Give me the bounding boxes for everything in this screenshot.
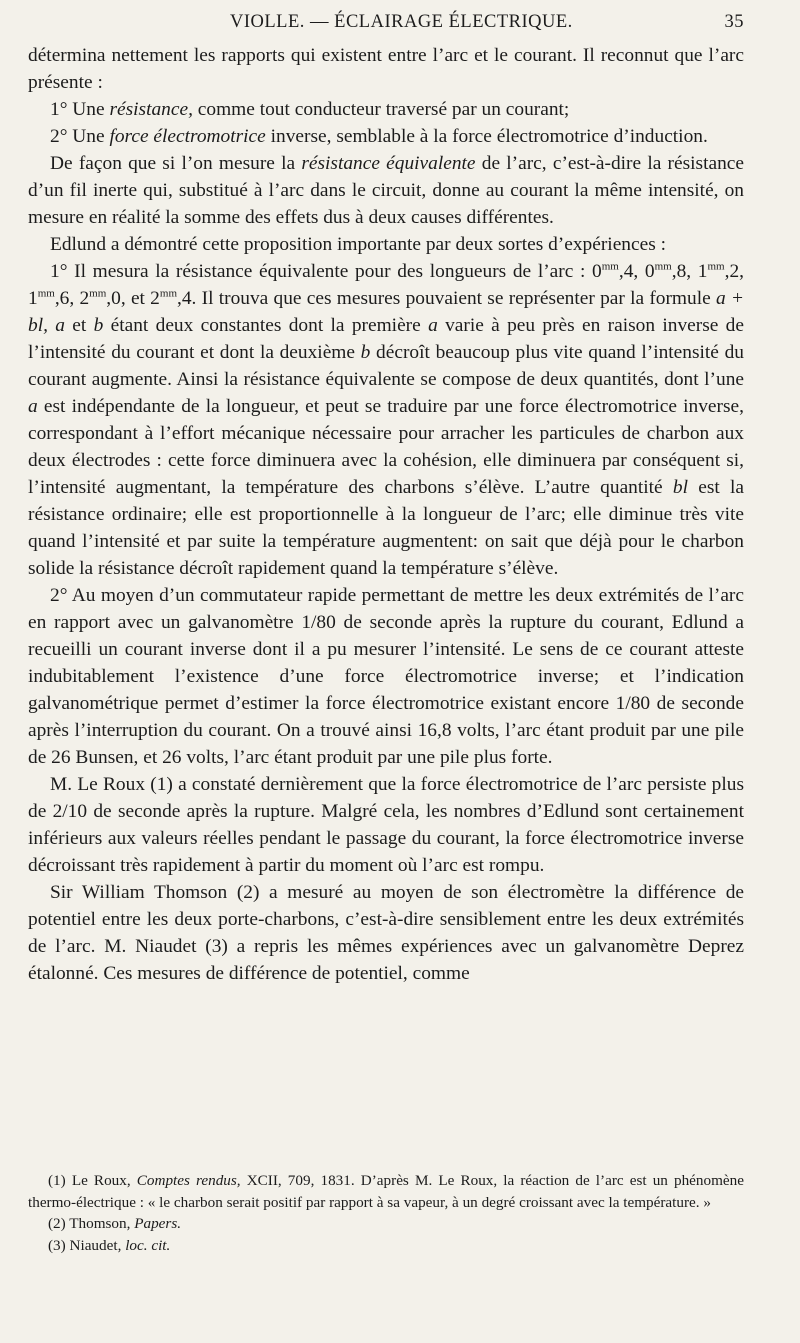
footnote-1: (1) Le Roux, Comptes rendus, XCII, 709, 1831. D’après M. Le Roux, la réaction de l’arc est un phénomène thermo-électrique : « le charbon serait positif par rapport à sa vapeur, à un degré croissant avec la température. » <box>28 1172 744 1211</box>
paragraph-8: M. Le Roux (1) a constaté dernièrement que la force électromotrice de l’arc persiste plus de 2/10 de seconde après la rupture. Malgré cela, les nombres d’Edlund sont certainement inférieurs aux valeurs réelles pendant le passage du courant, la force électromotrice inverse décroissant très rapidement à partir du moment où l’arc est rompu. <box>28 774 744 876</box>
page-number: 35 <box>724 12 744 32</box>
italic-resistance-equivalente: résistance équivalente <box>301 153 476 174</box>
paragraph-4: De façon que si l’on mesure la résistance équivalente de l’arc, c’est-à-dire la résistance d’un fil inerte qui, substitué à l’arc dans le circuit, donne au courant la même intensité, on mesure en réalité la somme des effets dus à deux causes différentes. <box>28 153 744 228</box>
paragraph-3: 2° Une force électromotrice inverse, semblable à la force électromotrice d’induction. <box>50 126 708 147</box>
paragraph-9: Sir William Thomson (2) a mesuré au moyen de son électromètre la différence de potentiel entre les deux porte-charbons, c’est-à-dire sensiblement entre les deux extrémités de l’arc. M. Niaudet (3) a repris les mêmes expériences avec un galvanomètre Deprez étalonné. Ces mesures de différence de potentiel, comme <box>28 882 744 984</box>
paragraph-1: détermina nettement les rapports qui existent entre l’arc et le courant. Il reconnut que l’arc présente : <box>28 45 744 93</box>
italic-force: force électromotrice <box>109 126 266 147</box>
footnotes <box>28 1170 744 1256</box>
paragraph-5: Edlund a démontré cette proposition importante par deux sortes d’expériences : <box>50 234 666 255</box>
footnote-3: (3) Niaudet, loc. cit. <box>48 1236 171 1254</box>
paragraph-7: 2° Au moyen d’un commutateur rapide permettant de mettre les deux extrémités de l’arc en rapport avec un galvanomètre 1/80 de seconde après la rupture du courant, Edlund a recueilli un courant inverse dont il a pu mesurer l’intensité. Le sens de ce courant atteste indubitablement l’existence d’une force électromotrice inverse; et l’indication galvanométrique permet d’estimer la force électromotrice existant encore 1/80 de seconde après l’interruption du courant. On a trouvé ainsi 16,8 volts, l’arc étant produit par une pile de 26 Bunsen, et 26 volts, l’arc étant produit par une pile plus forte. <box>28 585 744 768</box>
paragraph-6: 1° Il mesura la résistance équivalente pour des longueurs de l’arc : $0^{mm},4$, $0^{mm},8$, $1^{mm},2$, $1^{mm},6$, $2^{mm},0$, et $2^{mm},4$. Il trouva que ces mesures pouvaient se représenter par la formule a + bl, a et b étant deux constantes dont la première a varie à peu près en raison inverse de l’intensité du courant et dont la deuxième b décroît beaucoup plus vite quand l’intensité du courant augmente. Ainsi la résistance équivalente se compose de deux quantités, dont l’une a est indépendante de la longueur, et peut se traduire par une force électromotrice inverse, correspondant à l’effort mécanique nécessaire pour arracher les particules de charbon aux deux électrodes : cette force diminuera avec la cohésion, elle diminuera par conséquent si, l’intensité augmentant, la température des charbons s’élève. L’autre quantité bl est la résistance ordinaire; elle est proportionnelle à la longueur de l’arc; elle diminue très vite quand l’intensité et par suite la température augmentent: on sait que déjà pour le charbon solide la résistance décroît rapidement quand la température s’élève. <box>28 260 744 579</box>
formula: a + bl, a <box>28 288 744 336</box>
body-text <box>28 42 744 987</box>
paragraph-2: 1° Une résistance, comme tout conducteur traversé par un courant; <box>50 99 570 120</box>
italic-resistance: résistance, <box>109 99 193 120</box>
running-header <box>28 12 744 40</box>
running-title: VIOLLE. — ÉCLAIRAGE ÉLECTRIQUE. <box>230 12 573 32</box>
footnote-2: (2) Thomson, Papers. <box>48 1215 182 1232</box>
